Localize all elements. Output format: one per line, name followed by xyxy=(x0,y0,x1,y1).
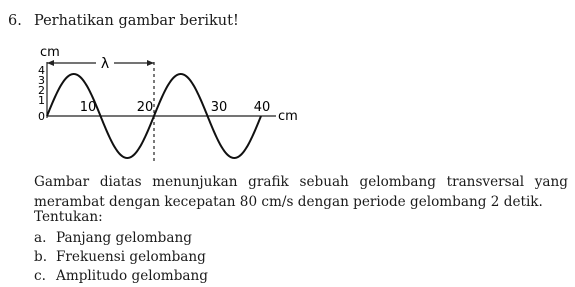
option-text: Frekuensi gelombang xyxy=(56,249,206,265)
arrow-left-head xyxy=(47,60,54,66)
arrow-right-head xyxy=(147,60,154,66)
x-tick: 40 xyxy=(253,100,271,115)
y-tick: 3 xyxy=(38,74,45,87)
problem-paragraph: Gambar diatas menunjukan grafik sebuah gelombang transversal yang merambat dengan kecepatan 80 cm/s dengan periode gelombang 2 detik. xyxy=(34,174,568,210)
option-a xyxy=(34,230,192,246)
x-tick: 20 xyxy=(136,100,154,115)
option-label: a. xyxy=(34,230,47,246)
y-tick: 2 xyxy=(38,84,45,97)
option-label: c. xyxy=(34,268,46,284)
x-tick: 10 xyxy=(79,100,97,115)
wavelength-label: λ xyxy=(100,56,110,72)
y-tick: 0 xyxy=(38,110,45,123)
y-tick: 4 xyxy=(38,64,45,77)
y-unit: cm xyxy=(40,45,60,60)
question-title: Perhatikan gambar berikut! xyxy=(34,13,239,29)
option-c xyxy=(34,268,208,284)
option-text: Amplitudo gelombang xyxy=(56,268,208,284)
option-text: Panjang gelombang xyxy=(56,230,192,246)
prompt-text: Tentukan: xyxy=(34,209,103,225)
option-label: b. xyxy=(34,249,48,265)
x-tick: 30 xyxy=(210,100,228,115)
x-unit: cm xyxy=(278,109,298,124)
option-b xyxy=(34,249,206,265)
y-tick: 1 xyxy=(38,94,45,107)
question-number: 6. xyxy=(8,13,22,29)
